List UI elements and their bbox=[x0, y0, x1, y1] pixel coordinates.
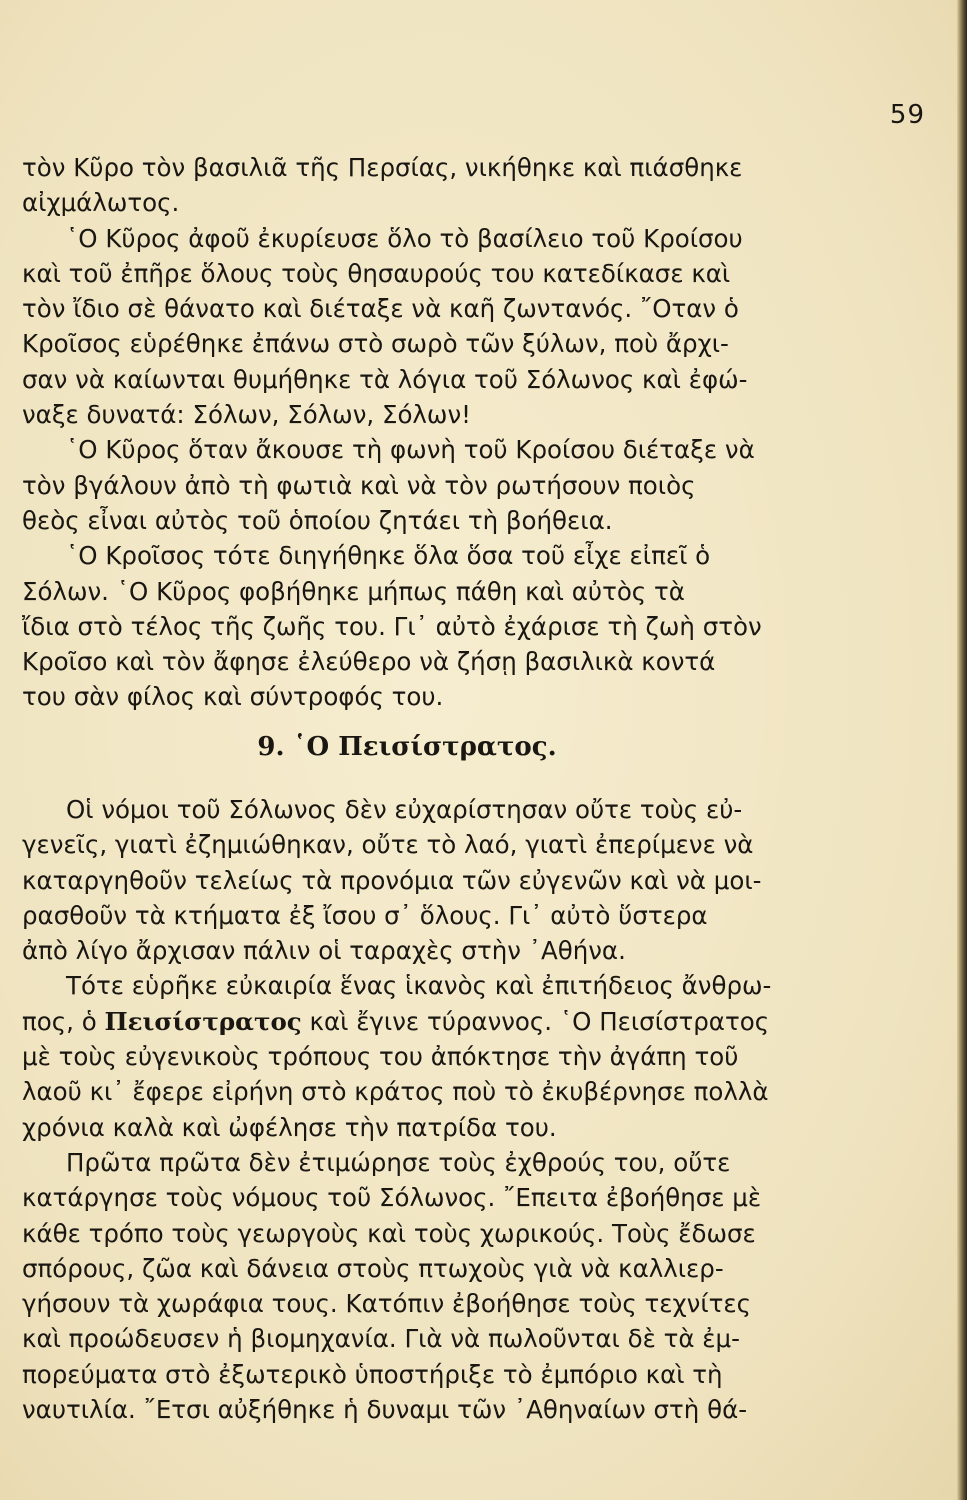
text-line: μὲ τοὺς εὐγενικοὺς τρόπους του ἀπόκτησε τὴν ἀγάπη τοῦ bbox=[22, 1042, 739, 1072]
text-line: κατάργησε τοὺς νόμους τοῦ Σόλωνος. ῎Επειτα ἐβοήθησε μὲ bbox=[22, 1183, 762, 1213]
text-line: σπόρους, ζῶα καὶ δάνεια στοὺς πτωχοὺς γιὰ νὰ καλλιερ- bbox=[22, 1253, 724, 1283]
text-line: χρόνια καλὰ καὶ ὠφέλησε τὴν πατρίδα του. bbox=[22, 1112, 557, 1142]
text-line: ἀπὸ λίγο ἄρχισαν πάλιν οἱ ταραχὲς στὴν ᾽Αθήνα. bbox=[22, 936, 626, 966]
text-line: ῾Ο Κῦρος ἀφοῦ ἐκυρίευσε ὅλο τὸ βασίλειο τοῦ Κροίσου bbox=[66, 223, 743, 253]
text-line: λαοῦ κι᾽ ἔφερε εἰρήνη στὸ κράτος ποὺ τὸ ἐκυβέρνησε πολλὰ bbox=[22, 1077, 769, 1107]
text-line: καὶ τοῦ ἐπῆρε ὅλους τοὺς θησαυρούς του κατεδίκασε καὶ bbox=[22, 258, 731, 288]
text-segment: πος, ὁ bbox=[22, 1006, 105, 1036]
text-line: τὸν ἴδιο σὲ θάνατο καὶ διέταξε νὰ καῆ ζωντανός. ῎Οταν ὁ bbox=[22, 294, 739, 324]
text-line: αἰχμάλωτος. bbox=[22, 188, 180, 218]
text-line: γήσουν τὰ χωράφια τους. Κατόπιν ἐβοήθησε τοὺς τεχνίτες bbox=[22, 1289, 752, 1319]
text-line: Τότε εὑρῆκε εὐκαιρία ἕνας ἱκανὸς καὶ ἐπιτήδειος ἄνθρω- bbox=[66, 971, 772, 1001]
page-number: 59 bbox=[889, 100, 925, 130]
text-line: ναξε δυνατά: Σόλων, Σόλων, Σόλων! bbox=[22, 400, 471, 430]
text-line: θεὸς εἶναι αὐτὸς τοῦ ὁποίου ζητάει τὴ βοήθεια. bbox=[22, 505, 613, 535]
bold-name: Πεισίστρατος bbox=[104, 1006, 302, 1036]
text-line: ρασθοῦν τὰ κτήματα ἐξ ἴσου σ᾽ ὅλους. Γι᾽ αὐτὸ ὕστερα bbox=[22, 900, 708, 930]
text-block-croesus bbox=[22, 150, 792, 715]
text-line: τὸν βγάλουν ἀπὸ τὴ φωτιὰ καὶ νὰ τὸν ρωτήσουν ποιὸς bbox=[22, 470, 696, 500]
text-line: καὶ προώδευσεν ἡ βιομηχανία. Γιὰ νὰ πωλοῦνται δὲ τὰ ἐμ- bbox=[22, 1324, 740, 1354]
text-line: ἴδια στὸ τέλος τῆς ζωῆς του. Γι᾽ αὐτὸ ἐχάρισε τὴ ζωὴ στὸν bbox=[22, 611, 762, 641]
text-line: του σὰν φίλος καὶ σύντροφός του. bbox=[22, 682, 444, 712]
text-segment: καὶ ἔγινε τύραννος. ῾Ο Πεισίστρατος bbox=[301, 1006, 770, 1036]
text-line: Σόλων. ῾Ο Κῦρος φοβήθηκε μήπως πάθη καὶ αὐτὸς τὰ bbox=[22, 576, 685, 606]
text-line: Κροῖσο καὶ τὸν ἄφησε ἐλεύθερο νὰ ζήσῃ βασιλικὰ κοντά bbox=[22, 647, 716, 677]
text-line: γενεῖς, γιατὶ ἐζημιώθηκαν, οὔτε τὸ λαό, γιατὶ ἐπερίμενε νὰ bbox=[22, 830, 754, 860]
text-line: ῾Ο Κροῖσος τότε διηγήθηκε ὅλα ὅσα τοῦ εἶχε εἰπεῖ ὁ bbox=[66, 541, 711, 571]
text-line: Πρῶτα πρῶτα δὲν ἐτιμώρησε τοὺς ἐχθρούς του, οὔτε bbox=[66, 1147, 731, 1177]
section-heading: 9. ῾Ο Πεισίστρατος. bbox=[257, 732, 557, 762]
text-line: πορεύματα στὸ ἐξωτερικὸ ὑποστήριξε τὸ ἐμπόριο καὶ τὴ bbox=[22, 1359, 723, 1389]
text-line: κάθε τρόπο τοὺς γεωργοὺς καὶ τοὺς χωρικούς. Τοὺς ἔδωσε bbox=[22, 1218, 756, 1248]
text-line-with-bold bbox=[22, 1004, 792, 1039]
text-line: ῾Ο Κῦρος ὅταν ἄκουσε τὴ φωνὴ τοῦ Κροίσου διέταξε νὰ bbox=[66, 435, 755, 465]
page-edge bbox=[957, 0, 967, 1500]
text-line: τὸν Κῦρο τὸν βασιλιᾶ τῆς Περσίας, νικήθηκε καὶ πιάσθηκε bbox=[22, 153, 743, 182]
text-line: σαν νὰ καίωνται θυμήθηκε τὰ λόγια τοῦ Σόλωνος καὶ ἐφώ- bbox=[22, 364, 748, 394]
text-line: Κροῖσος εὑρέθηκε ἐπάνω στὸ σωρὸ τῶν ξύλων, ποὺ ἄρχι- bbox=[22, 329, 729, 359]
text-line: Οἱ νόμοι τοῦ Σόλωνος δὲν εὐχαρίστησαν οὔτε τοὺς εὐ- bbox=[66, 795, 743, 824]
text-line: καταργηθοῦν τελείως τὰ προνόμια τῶν εὐγενῶν καὶ νὰ μοι- bbox=[22, 865, 762, 895]
text-line: ναυτιλία. ῎Ετσι αὐξήθηκε ἡ δυναμι τῶν ᾽Αθηναίων στὴ θά- bbox=[22, 1395, 748, 1425]
text-block-peisistratos bbox=[22, 792, 792, 1427]
